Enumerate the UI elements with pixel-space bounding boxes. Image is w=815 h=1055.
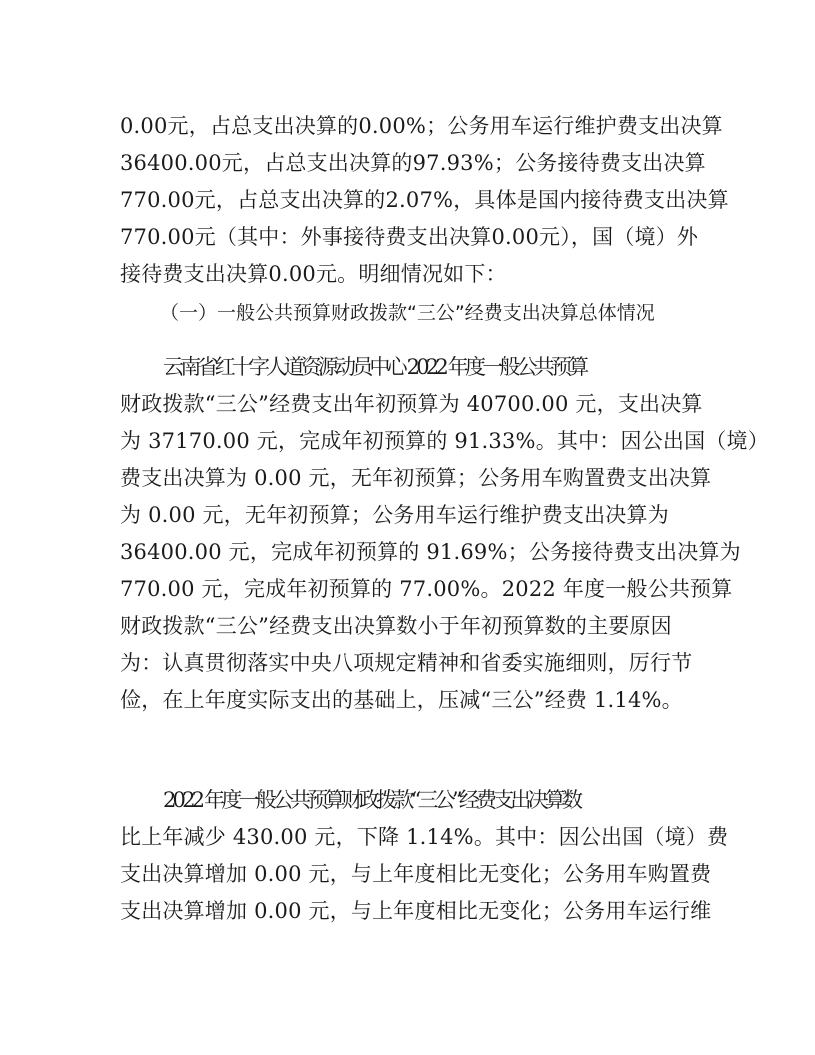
text-line: 为：认真贯彻落实中央八项规定精神和省委实施细则，厉行节 — [120, 651, 693, 675]
text-line: 770.00元，占总支出决算的2.07%，具体是国内接待费支出决算 — [120, 188, 729, 212]
text-line: 36400.00 元，完成年初预算的 91.69%；公务接待费支出决算为 — [120, 540, 741, 564]
section-heading: （一）一般公共预算财政拨款“三公”经费支出决算总体情况 — [160, 302, 655, 324]
text-line: 770.00 元，完成年初预算的 77.00%。2022 年度一般公共预算 — [120, 577, 733, 601]
text-line: 费支出决算为 0.00 元，无年初预算；公务用车购置费支出决算 — [120, 466, 712, 490]
text-line: 0.00元，占总支出决算的0.00%；公务用车运行维护费支出决算 — [120, 114, 723, 138]
text-line: 支出决算增加 0.00 元，与上年度相比无变化；公务用车运行维 — [120, 899, 712, 923]
text-line: 财政拨款“三公”经费支出决算数小于年初预算数的主要原因 — [120, 614, 672, 638]
text-line: 俭，在上年度实际支出的基础上，压减“三公”经费 1.14%。 — [120, 688, 683, 712]
text-line: 支出决算增加 0.00 元，与上年度相比无变化；公务用车购置费 — [120, 862, 712, 886]
text-line: 接待费支出决算0.00元。明细情况如下： — [120, 262, 507, 286]
text-line: 2022 年度一般公共预算财政拨款“三公”经费支出决算数 — [163, 788, 580, 812]
text-line: 为 0.00 元，无年初预算；公务用车运行维护费支出决算为 — [120, 503, 669, 527]
text-line: 云南省红十字人道资源动员中心 2022 年度一般公共预算 — [163, 355, 586, 379]
text-line: 36400.00元，占总支出决算的97.93%；公务接待费支出决算 — [120, 151, 706, 175]
text-line: 770.00元（其中：外事接待费支出决算0.00元），国（境）外 — [120, 225, 699, 249]
text-line: 为 37170.00 元，完成年初预算的 91.33%。其中：因公出国（境） — [120, 429, 769, 453]
text-line: 财政拨款“三公”经费支出年初预算为 40700.00 元，支出决算 — [120, 392, 703, 416]
text-line: 比上年减少 430.00 元，下降 1.14%。其中：因公出国（境）费 — [120, 825, 729, 849]
